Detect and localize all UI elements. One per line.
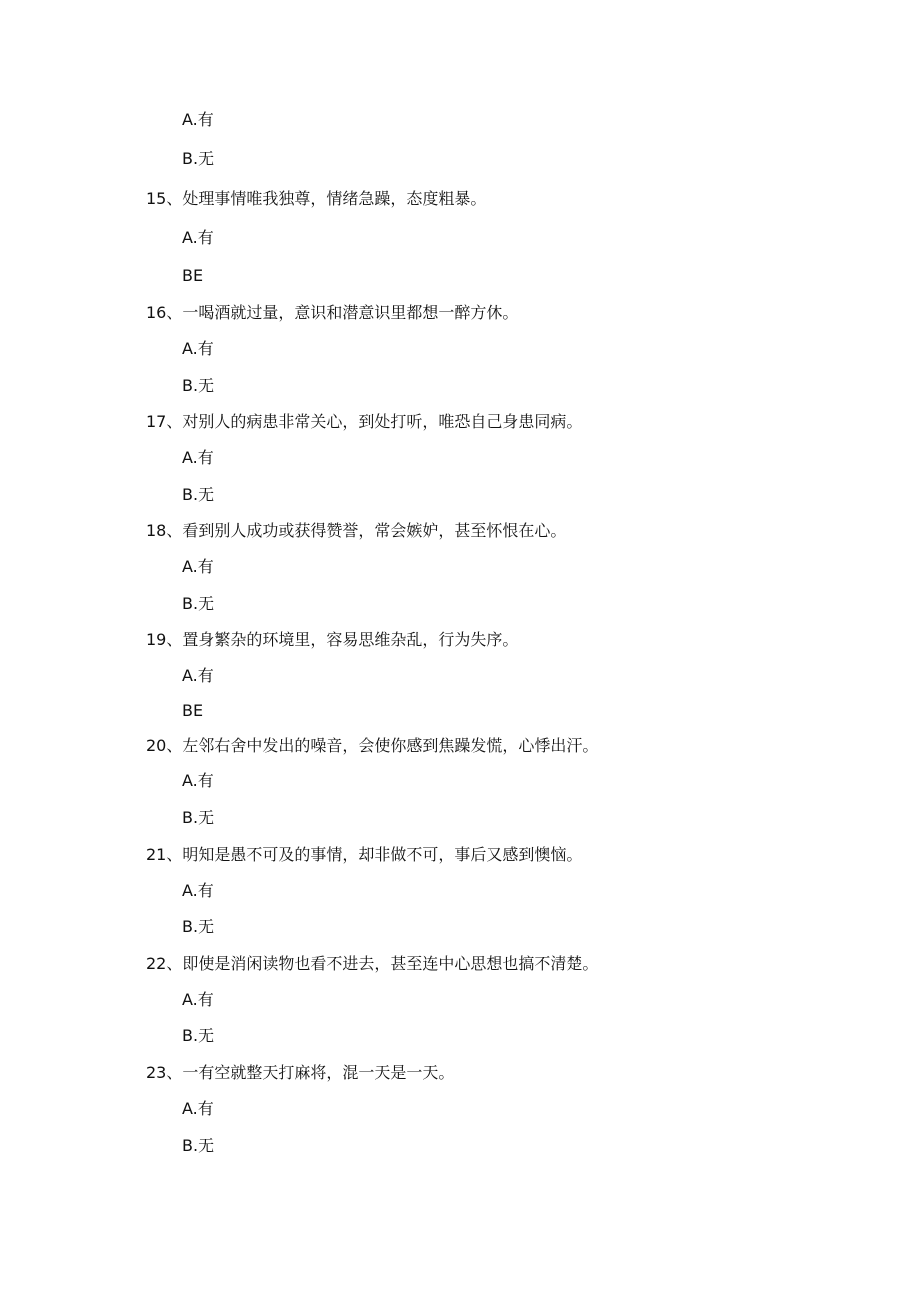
option-b: B.无 [182, 917, 215, 936]
question-18: 18、看到别人成功或获得赞誉，常会嫉妒，甚至怀恨在心。 [146, 521, 567, 540]
option-a: A.有 [182, 1099, 214, 1118]
option-a: A.有 [182, 339, 214, 358]
question-21: 21、明知是愚不可及的事情，却非做不可，事后又感到懊恼。 [146, 845, 583, 864]
question-17: 17、对别人的病患非常关心，到处打听，唯恐自己身患同病。 [146, 412, 583, 431]
question-23: 23、一有空就整天打麻将，混一天是一天。 [146, 1063, 455, 1082]
option-a: A.有 [182, 771, 214, 790]
option-a: A.有 [182, 666, 214, 685]
option-b: B.无 [182, 594, 215, 613]
question-20: 20、左邻右舍中发出的噪音，会使你感到焦躁发慌，心悸出汗。 [146, 736, 599, 755]
option-b: B.无 [182, 1136, 215, 1155]
option-b: B.无 [182, 149, 215, 168]
option-b: BE [182, 266, 204, 285]
question-16: 16、一喝酒就过量，意识和潜意识里都想一醉方休。 [146, 303, 519, 322]
option-a: A.有 [182, 557, 214, 576]
option-a: A.有 [182, 990, 214, 1009]
option-b: B.无 [182, 808, 215, 827]
question-22: 22、即使是消闲读物也看不进去，甚至连中心思想也搞不清楚。 [146, 954, 599, 973]
option-b: B.无 [182, 485, 215, 504]
option-a: A.有 [182, 228, 214, 247]
option-b: BE [182, 701, 204, 720]
option-a: A.有 [182, 881, 214, 900]
option-b: B.无 [182, 376, 215, 395]
option-a: A.有 [182, 448, 214, 467]
option-b: B.无 [182, 1026, 215, 1045]
option-a: A.有 [182, 110, 214, 129]
question-15: 15、处理事情唯我独尊，情绪急躁，态度粗暴。 [146, 189, 487, 208]
question-19: 19、置身繁杂的环境里，容易思维杂乱，行为失序。 [146, 630, 519, 649]
